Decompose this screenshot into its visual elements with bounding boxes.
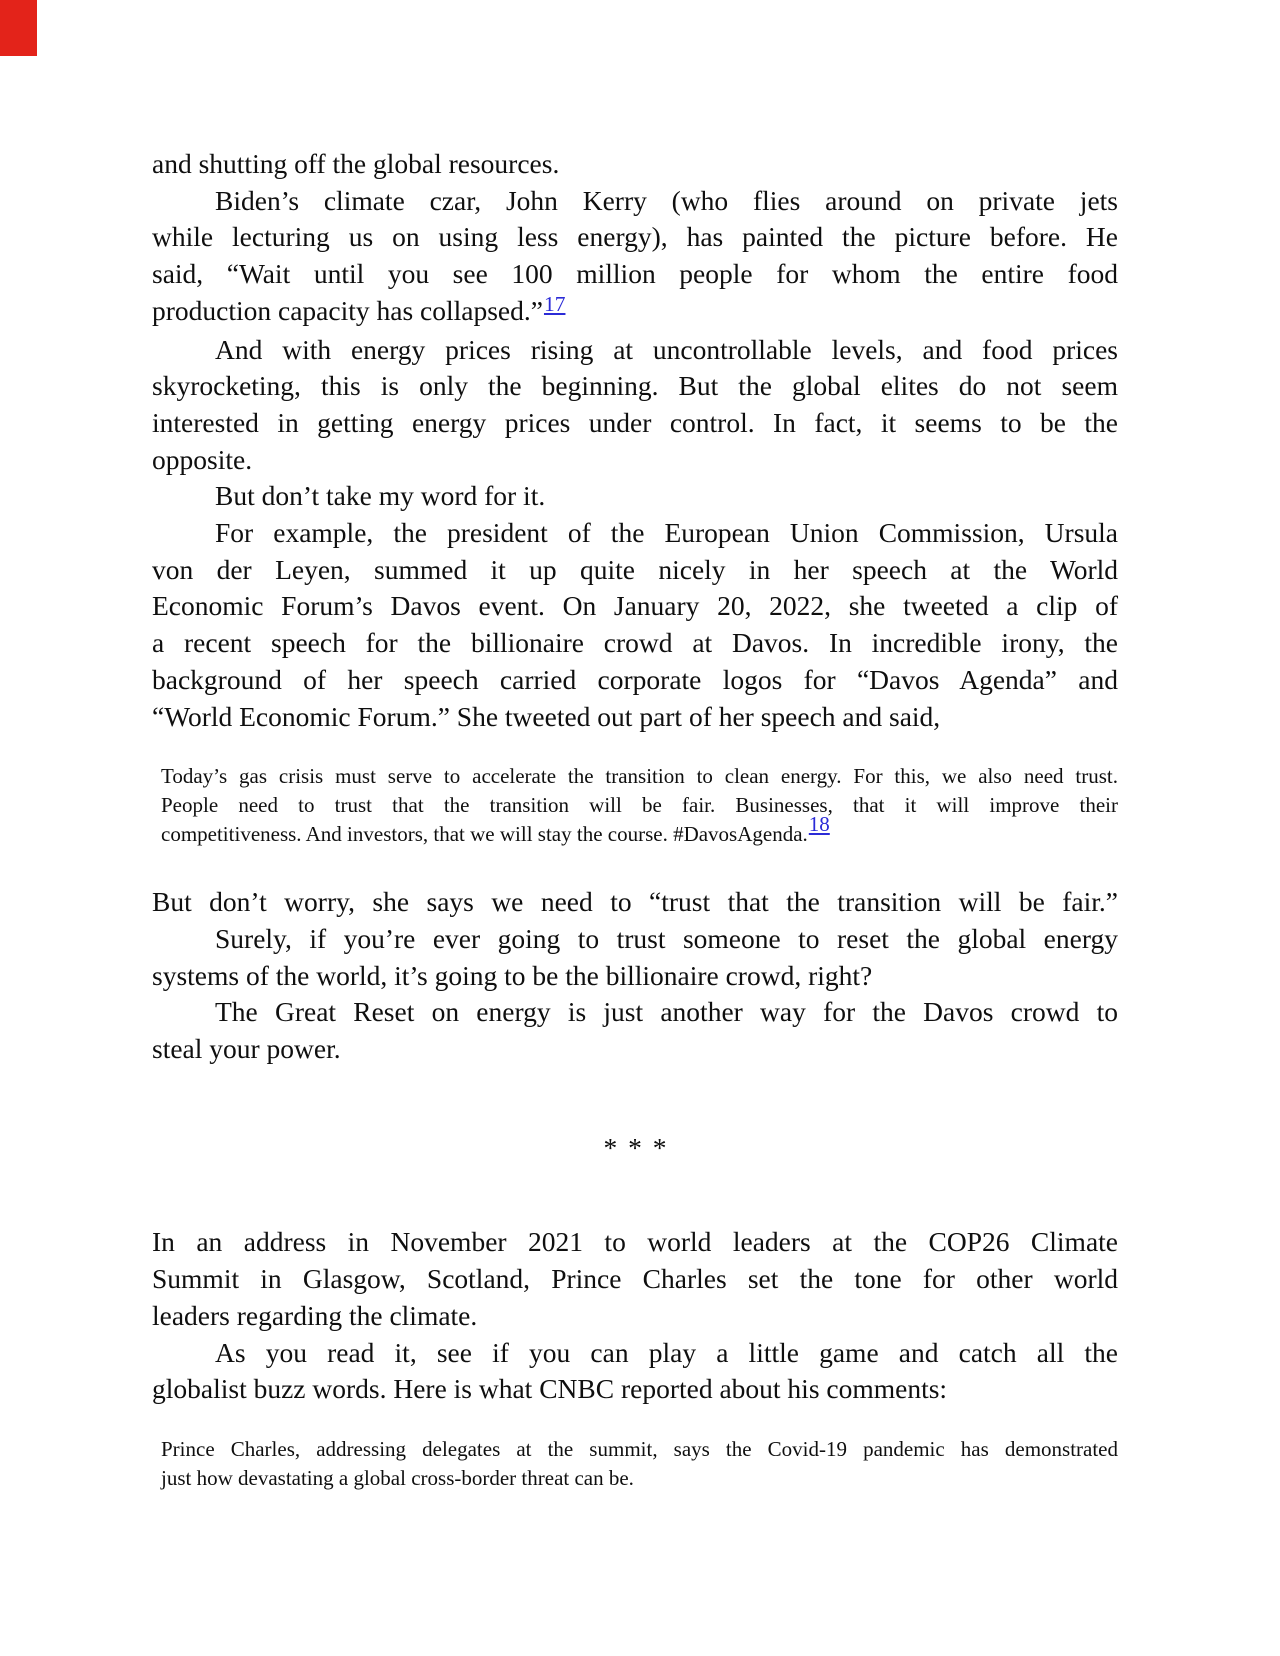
text-run: Biden’s climate czar, John Kerry (who flies around on private jets bbox=[215, 184, 1118, 216]
text-line bbox=[152, 515, 1118, 552]
block-quote bbox=[161, 762, 1118, 849]
text-run: globalist buzz words. Here is what CNBC reported about his comments: bbox=[152, 1373, 948, 1405]
text-run: The Great Reset on energy is just another way for the Davos crowd to bbox=[215, 996, 1118, 1028]
text-run: von der Leyen, summed it up quite nicely in her speech at the World bbox=[152, 553, 1118, 585]
text-run: In an address in November 2021 to world leaders at the COP26 Climate bbox=[152, 1226, 1118, 1258]
text-line bbox=[152, 884, 1118, 921]
text-run: Economic Forum’s Davos event. On January 20, 2022, she tweeted a clip of bbox=[152, 590, 1118, 622]
text-line bbox=[152, 1298, 1118, 1335]
text-run: “World Economic Forum.” She tweeted out part of her speech and said, bbox=[152, 700, 941, 732]
text-run: Prince Charles, addressing delegates at the summit, says the Covid-19 pandemic has demonstrated bbox=[161, 1436, 1118, 1461]
text-line bbox=[152, 146, 1118, 183]
text-line bbox=[152, 405, 1118, 442]
text-line bbox=[152, 588, 1118, 625]
text-line bbox=[152, 256, 1118, 293]
text-line bbox=[161, 762, 1118, 791]
paragraph bbox=[152, 921, 1118, 994]
text-line bbox=[152, 1371, 1118, 1408]
text-run: just how devastating a global cross-border threat can be. bbox=[161, 1465, 634, 1490]
text-line bbox=[152, 478, 1118, 515]
text-line bbox=[152, 662, 1118, 699]
text-line bbox=[161, 1435, 1118, 1464]
text-run: Summit in Glasgow, Scotland, Prince Charles set the tone for other world bbox=[152, 1263, 1118, 1295]
footnote-link-18[interactable]: 18 bbox=[808, 812, 830, 837]
text-run: while lecturing us on using less energy), has painted the picture before. He bbox=[152, 221, 1118, 253]
text-line bbox=[152, 183, 1118, 220]
text-line bbox=[161, 812, 1118, 849]
text-run: And with energy prices rising at uncontrollable levels, and food prices bbox=[215, 333, 1118, 365]
text-line bbox=[152, 958, 1118, 995]
bookmark-marker bbox=[0, 0, 37, 56]
text-line bbox=[152, 368, 1118, 405]
text-run: background of her speech carried corporate logos for “Davos Agenda” and bbox=[152, 663, 1118, 695]
text-run: production capacity has collapsed.” bbox=[152, 294, 543, 326]
text-run: a recent speech for the billionaire crowd at Davos. In incredible irony, the bbox=[152, 627, 1118, 659]
paragraph bbox=[152, 884, 1118, 921]
text-run: As you read it, see if you can play a little game and catch all the bbox=[215, 1336, 1118, 1368]
text-line bbox=[152, 1031, 1118, 1068]
text-run: Today’s gas crisis must serve to accelerate the transition to clean energy. For this, we also need trust. bbox=[161, 764, 1118, 789]
text-line bbox=[152, 994, 1118, 1031]
paragraph bbox=[152, 994, 1118, 1067]
text-run: systems of the world, it’s going to be the billionaire crowd, right? bbox=[152, 959, 873, 991]
text-run: People need to trust that the transition will be fair. Businesses, that it will improve their bbox=[161, 793, 1118, 818]
text-line bbox=[152, 921, 1118, 958]
paragraph bbox=[152, 1224, 1118, 1334]
text-line bbox=[152, 552, 1118, 589]
text-run: For example, the president of the European Union Commission, Ursula bbox=[215, 517, 1118, 549]
paragraph bbox=[152, 183, 1118, 332]
text-run: said, “Wait until you see 100 million people for whom the entire food bbox=[152, 258, 1118, 290]
page-content bbox=[152, 146, 1118, 1528]
text-run: competitiveness. And investors, that we will stay the course. #DavosAgenda. bbox=[161, 822, 808, 847]
text-line bbox=[152, 332, 1118, 369]
footnote-link-17[interactable]: 17 bbox=[543, 291, 566, 316]
text-run: and shutting off the global resources. bbox=[152, 148, 560, 179]
text-line bbox=[152, 293, 1118, 332]
text-run: steal your power. bbox=[152, 1033, 341, 1065]
text-line bbox=[152, 442, 1118, 479]
text-line bbox=[161, 791, 1118, 820]
text-line bbox=[152, 219, 1118, 256]
text-line bbox=[152, 1224, 1118, 1261]
text-line bbox=[152, 1335, 1118, 1372]
text-line bbox=[152, 625, 1118, 662]
paragraph bbox=[152, 515, 1118, 735]
text-run: skyrocketing, this is only the beginning. But the global elites do not seem bbox=[152, 370, 1118, 402]
block-quote bbox=[161, 1435, 1118, 1493]
text-line bbox=[161, 1464, 1118, 1493]
section-break: * * * bbox=[603, 1131, 667, 1163]
text-line bbox=[152, 1261, 1118, 1298]
text-line bbox=[152, 699, 1118, 736]
text-run: Surely, if you’re ever going to trust someone to reset the global energy bbox=[215, 922, 1118, 954]
paragraph bbox=[152, 478, 1118, 515]
text-run: leaders regarding the climate. bbox=[152, 1299, 478, 1331]
paragraph bbox=[152, 1335, 1118, 1408]
text-run: But don’t take my word for it. bbox=[215, 480, 546, 512]
paragraph bbox=[152, 146, 1118, 183]
paragraph bbox=[152, 332, 1118, 479]
text-run: interested in getting energy prices under control. In fact, it seems to be the bbox=[152, 406, 1118, 438]
text-run: opposite. bbox=[152, 443, 253, 475]
text-run: But don’t worry, she says we need to “trust that the transition will be fair.” bbox=[152, 886, 1118, 918]
